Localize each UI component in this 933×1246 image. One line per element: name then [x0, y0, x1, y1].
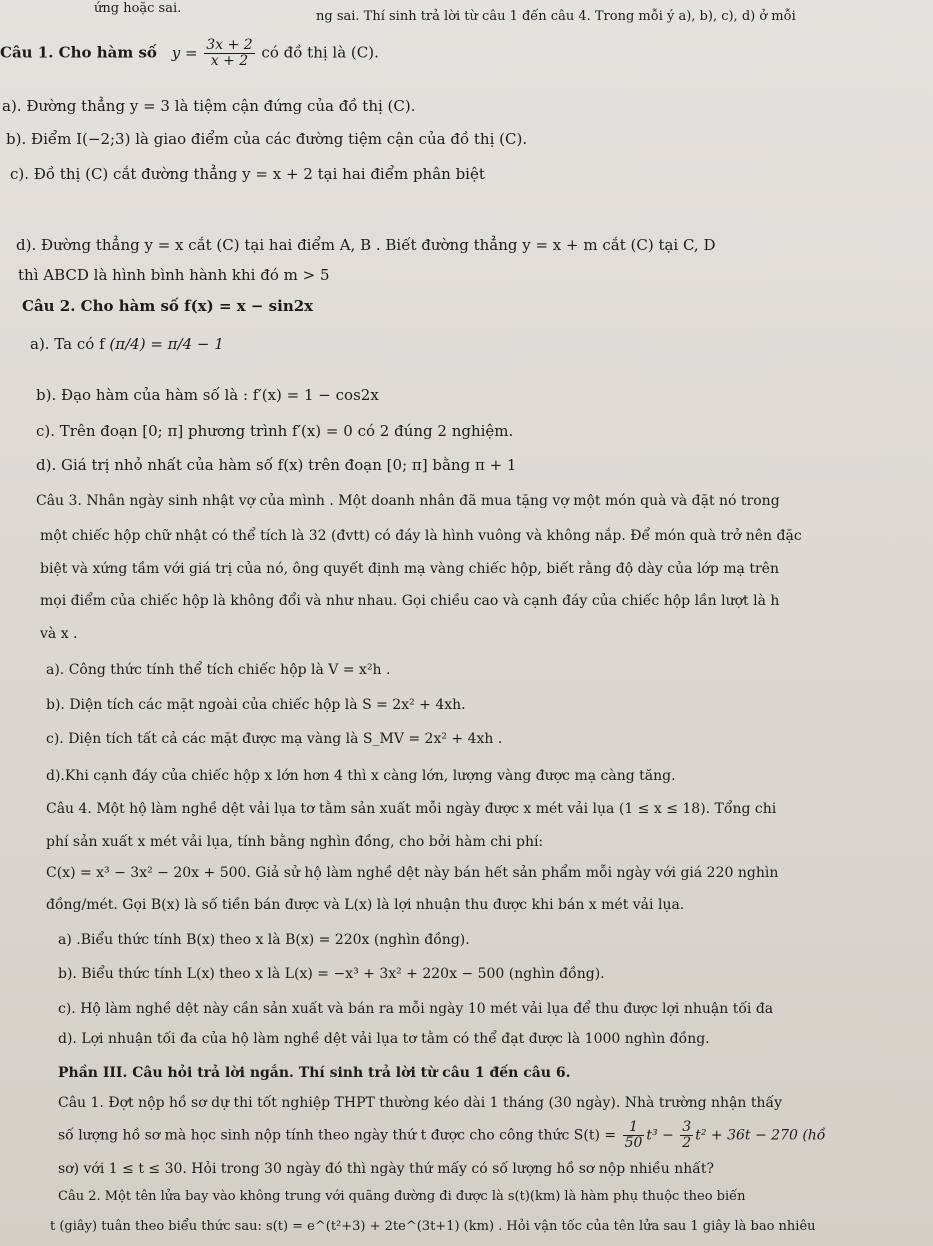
- option-1b: b). Điểm I(−2;3) là giao điểm của các đường tiệm cận của đồ thị (C).: [6, 130, 528, 148]
- option-1a: a). Đường thẳng y = 3 là tiệm cận đứng của đồ thị (C).: [2, 97, 416, 115]
- option-2b: b). Đạo hàm của hàm số là : f′(x) = 1 − cos2x: [36, 386, 379, 404]
- option-4d: d). Lợi nhuận tối đa của hộ làm nghề dệt vải lụa tơ tằm có thể đạt được là 1000 nghìn đồng.: [58, 1031, 710, 1047]
- option-4b: b). Biểu thức tính L(x) theo x là L(x) = −x³ + 3x² + 220x − 500 (nghìn đồng).: [58, 966, 605, 982]
- question-3-stem: Câu 3. Nhân ngày sinh nhật vợ của mình . Một doanh nhân đã mua tặng vợ một món quà và đặt nó trong: [36, 493, 780, 509]
- question-1-stem: [0, 38, 379, 69]
- paragraph-line: t (giây) tuân theo biểu thức sau: s(t) = e^(t²+3) + 2te^(3t+1) (km) . Hỏi vận tốc của tên lửa sau 1 giây là bao nhiêu: [50, 1219, 816, 1234]
- option-3b: b). Diện tích các mặt ngoài của chiếc hộp là S = 2x² + 4xh.: [46, 697, 466, 713]
- option-1d: d). Đường thẳng y = x cắt (C) tại hai điểm A, B . Biết đường thẳng y = x + m cắt (C) tại C, D: [16, 236, 716, 254]
- paragraph-line: và x .: [40, 626, 78, 642]
- paragraph-line: [58, 1120, 825, 1151]
- option-3c: c). Diện tích tất cả các mặt được mạ vàng là S_MV = 2x² + 4xh .: [46, 731, 503, 747]
- fraction: [623, 1120, 645, 1151]
- math-expression: (π/4) = π/4 − 1: [109, 335, 224, 353]
- question-label: Câu 1. Cho hàm số: [0, 43, 157, 62]
- fraction-numerator: 3: [682, 1119, 692, 1135]
- paragraph-line: biệt và xứng tầm với giá trị của nó, ông quyết định mạ vàng chiếc hộp, biết rằng độ dày của lớp mạ trên: [40, 561, 779, 577]
- question-4-stem: Câu 4. Một hộ làm nghề dệt vải lụa tơ tằm sản xuất mỗi ngày được x mét vải lụa (1 ≤ x ≤ 18). Tổng chi: [46, 801, 777, 817]
- fraction-denominator: 50: [624, 1135, 643, 1151]
- section-heading: Phần III. Câu hỏi trả lời ngắn. Thí sinh trả lời từ câu 1 đến câu 6.: [58, 1065, 571, 1081]
- fraction-denominator: 2: [682, 1135, 692, 1151]
- paragraph-line: phí sản xuất x mét vải lụa, tính bằng nghìn đồng, cho bởi hàm chi phí:: [46, 834, 544, 850]
- fraction: [204, 38, 254, 69]
- fraction-numerator: 1: [623, 1120, 645, 1136]
- math-expression: t² + 36t − 270 (hồ: [695, 1127, 826, 1144]
- paragraph-line: mọi điểm của chiếc hộp là không đổi và như nhau. Gọi chiều cao và cạnh đáy của chiếc hộp lần lượt là h: [40, 593, 780, 609]
- option-2a: [30, 335, 224, 353]
- fraction-numerator: 3x + 2: [206, 37, 253, 53]
- paragraph-line: sơ) với 1 ≤ t ≤ 30. Hỏi trong 30 ngày đó thì ngày thứ mấy có số lượng hồ sơ nộp nhiều nhất?: [58, 1161, 714, 1177]
- option-4a: a) .Biểu thức tính B(x) theo x là B(x) = 220x (nghìn đồng).: [58, 932, 470, 948]
- text-segment: số lượng hồ sơ mà học sinh nộp tính theo ngày thứ t được cho công thức S(t) =: [58, 1127, 617, 1144]
- option-1c: c). Đồ thị (C) cắt đường thẳng y = x + 2 tại hai điểm phân biệt: [10, 165, 485, 183]
- paragraph-line: đồng/mét. Gọi B(x) là số tiền bán được và L(x) là lợi nhuận thu được khi bán x mét vải lụa.: [46, 897, 685, 913]
- option-2d: d). Giá trị nhỏ nhất của hàm số f(x) trên đoạn [0; π] bằng π + 1: [36, 456, 517, 474]
- option-3d: d).Khi cạnh đáy của chiếc hộp x lớn hơn 4 thì x càng lớn, lượng vàng được mạ càng tăng.: [46, 768, 676, 784]
- paragraph-line: C(x) = x³ − 3x² − 20x + 500. Giả sử hộ làm nghề dệt này bán hết sản phẩm mỗi ngày với giá 220 nghìn: [46, 865, 779, 881]
- short-question-1: Câu 1. Đợt nộp hồ sơ dự thi tốt nghiệp THPT thường kéo dài 1 tháng (30 ngày). Nhà trường nhận thấy: [58, 1095, 783, 1111]
- text-line: ứng hoặc sai.: [94, 1, 182, 16]
- math-expression: y =: [171, 43, 198, 62]
- short-question-2: Câu 2. Một tên lửa bay vào không trung với quãng đường đi được là s(t)(km) là hàm phụ thuộc theo biến: [58, 1189, 746, 1204]
- text-segment: có đồ thị là (C).: [261, 43, 379, 62]
- text-segment: a). Ta có f: [30, 335, 105, 353]
- fraction-denominator: x + 2: [210, 53, 249, 69]
- option-1d-cont: thì ABCD là hình bình hành khi đó m > 5: [18, 266, 330, 284]
- text-line: ng sai. Thí sinh trả lời từ câu 1 đến câu 4. Trong mỗi ý a), b), c), d) ở mỗi: [316, 9, 796, 24]
- option-2c: c). Trên đoạn [0; π] phương trình f′(x) = 0 có 2 đúng 2 nghiệm.: [36, 422, 514, 440]
- fraction: [680, 1120, 693, 1151]
- option-3a: a). Công thức tính thể tích chiếc hộp là V = x²h .: [46, 662, 391, 678]
- question-2-stem: Câu 2. Cho hàm số f(x) = x − sin2x: [22, 297, 314, 315]
- math-expression: t³ −: [646, 1127, 674, 1144]
- option-4c: c). Hộ làm nghề dệt này cần sản xuất và bán ra mỗi ngày 10 mét vải lụa để thu được lợi nhuận tối đa: [58, 1001, 774, 1017]
- paragraph-line: một chiếc hộp chữ nhật có thể tích là 32 (đvtt) có đáy là hình vuông và không nắp. Để món quà trở nên đặc: [40, 528, 802, 544]
